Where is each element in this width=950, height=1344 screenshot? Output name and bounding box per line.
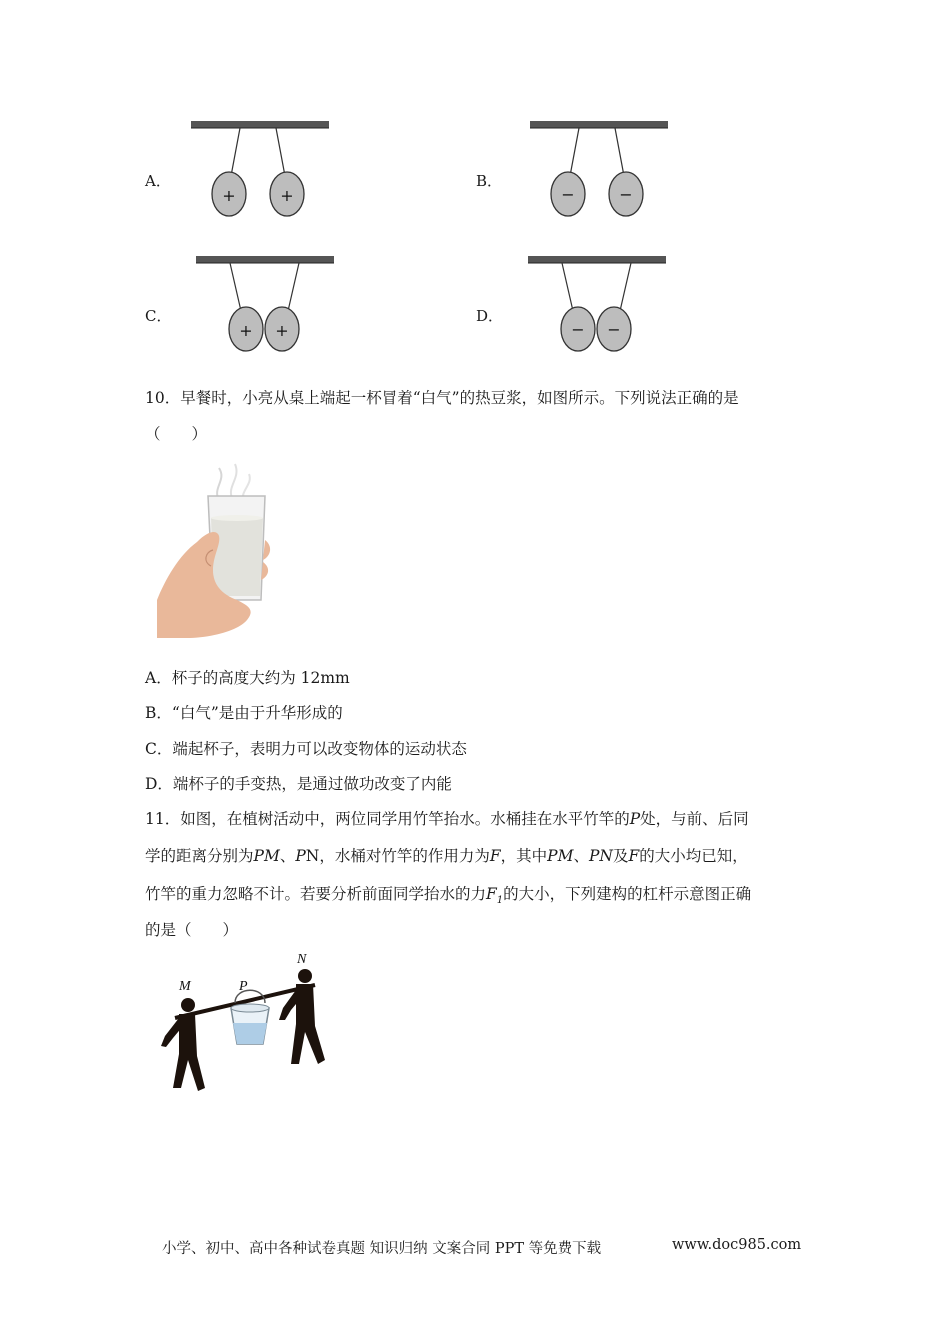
q11-var-p: P bbox=[295, 847, 306, 865]
footer-url[interactable]: www.doc985.com bbox=[672, 1237, 802, 1253]
charge-sign: − bbox=[607, 320, 621, 339]
q10-stem-line1: 10．早餐时，小亮从桌上端起一杯冒着“白气”的热豆浆，如图所示。下列说法正确的是 bbox=[145, 389, 739, 407]
option-label-c: C． bbox=[145, 307, 172, 325]
balloons-figure-c bbox=[193, 253, 338, 358]
label-n: N bbox=[297, 952, 307, 967]
soymilk-glass-image bbox=[157, 460, 282, 638]
charge-sign: − bbox=[571, 320, 585, 339]
q11-text: 、 bbox=[573, 847, 589, 865]
q11-var-f1: F bbox=[486, 885, 497, 903]
charge-sign: + bbox=[275, 321, 289, 340]
water-carrying-figure bbox=[155, 948, 335, 1100]
q11-text: 处，与前、后同 bbox=[640, 810, 749, 828]
balloons-figure-d bbox=[525, 253, 670, 358]
option-label-b: B． bbox=[476, 172, 503, 190]
q11-text: 及 bbox=[612, 847, 629, 865]
q10-option-d: D．端杯子的手变热，是通过做功改变了内能 bbox=[145, 775, 452, 793]
q11-var-n: N bbox=[305, 847, 320, 865]
balloons-figure-b bbox=[527, 118, 672, 223]
balloons-figure-a bbox=[188, 118, 333, 223]
q10-option-c: C．端起杯子，表明力可以改变物体的运动状态 bbox=[145, 740, 467, 758]
q11-stem-line1 bbox=[145, 809, 749, 829]
footer-text: 小学、初中、高中各种试卷真题 知识归纳 文案合同 PPT 等免费下载 bbox=[162, 1241, 602, 1257]
q11-stem-line4: 的是（ ） bbox=[145, 921, 239, 939]
q11-var-pn: PN bbox=[588, 847, 613, 865]
label-m: M bbox=[179, 979, 191, 994]
charge-sign: − bbox=[619, 185, 633, 204]
q11-var-pm: PM bbox=[253, 847, 280, 865]
q11-text: 11．如图，在植树活动中，两位同学用竹竿抬水。水桶挂在水平竹竿的 bbox=[145, 810, 630, 828]
option-label-a: A． bbox=[145, 172, 171, 190]
q11-subscript: 1 bbox=[496, 895, 504, 907]
q11-stem-line2 bbox=[145, 846, 748, 866]
q11-text: 的大小均已知， bbox=[639, 847, 748, 865]
charge-sign: + bbox=[239, 321, 253, 340]
q11-text: 的大小，下列建构的杠杆示意图正确 bbox=[503, 885, 752, 903]
q10-option-b: B．“白气”是由于升华形成的 bbox=[145, 704, 343, 722]
q11-var-f: F bbox=[489, 847, 501, 865]
charge-sign: + bbox=[280, 186, 294, 205]
q11-var-p: P bbox=[629, 810, 641, 828]
q11-text: ，其中 bbox=[500, 847, 548, 865]
q11-text: ，水桶对竹竿的作用力为 bbox=[319, 847, 490, 865]
q10-option-a: A．杯子的高度大约为 12mm bbox=[145, 669, 350, 687]
q10-stem-line2: （ ） bbox=[145, 425, 208, 443]
q11-stem-line3 bbox=[145, 884, 751, 911]
q11-text: 竹竿的重力忽略不计。若要分析前面同学抬水的力 bbox=[145, 885, 487, 903]
label-p: P bbox=[239, 979, 248, 994]
option-label-d: D． bbox=[476, 307, 504, 325]
charge-sign: + bbox=[222, 186, 236, 205]
q11-text: 、 bbox=[279, 847, 296, 865]
q11-var-pm: PM bbox=[547, 847, 574, 865]
q11-text: 学的距离分别为 bbox=[145, 847, 254, 865]
charge-sign: − bbox=[561, 185, 575, 204]
q11-var-f: F bbox=[628, 847, 640, 865]
